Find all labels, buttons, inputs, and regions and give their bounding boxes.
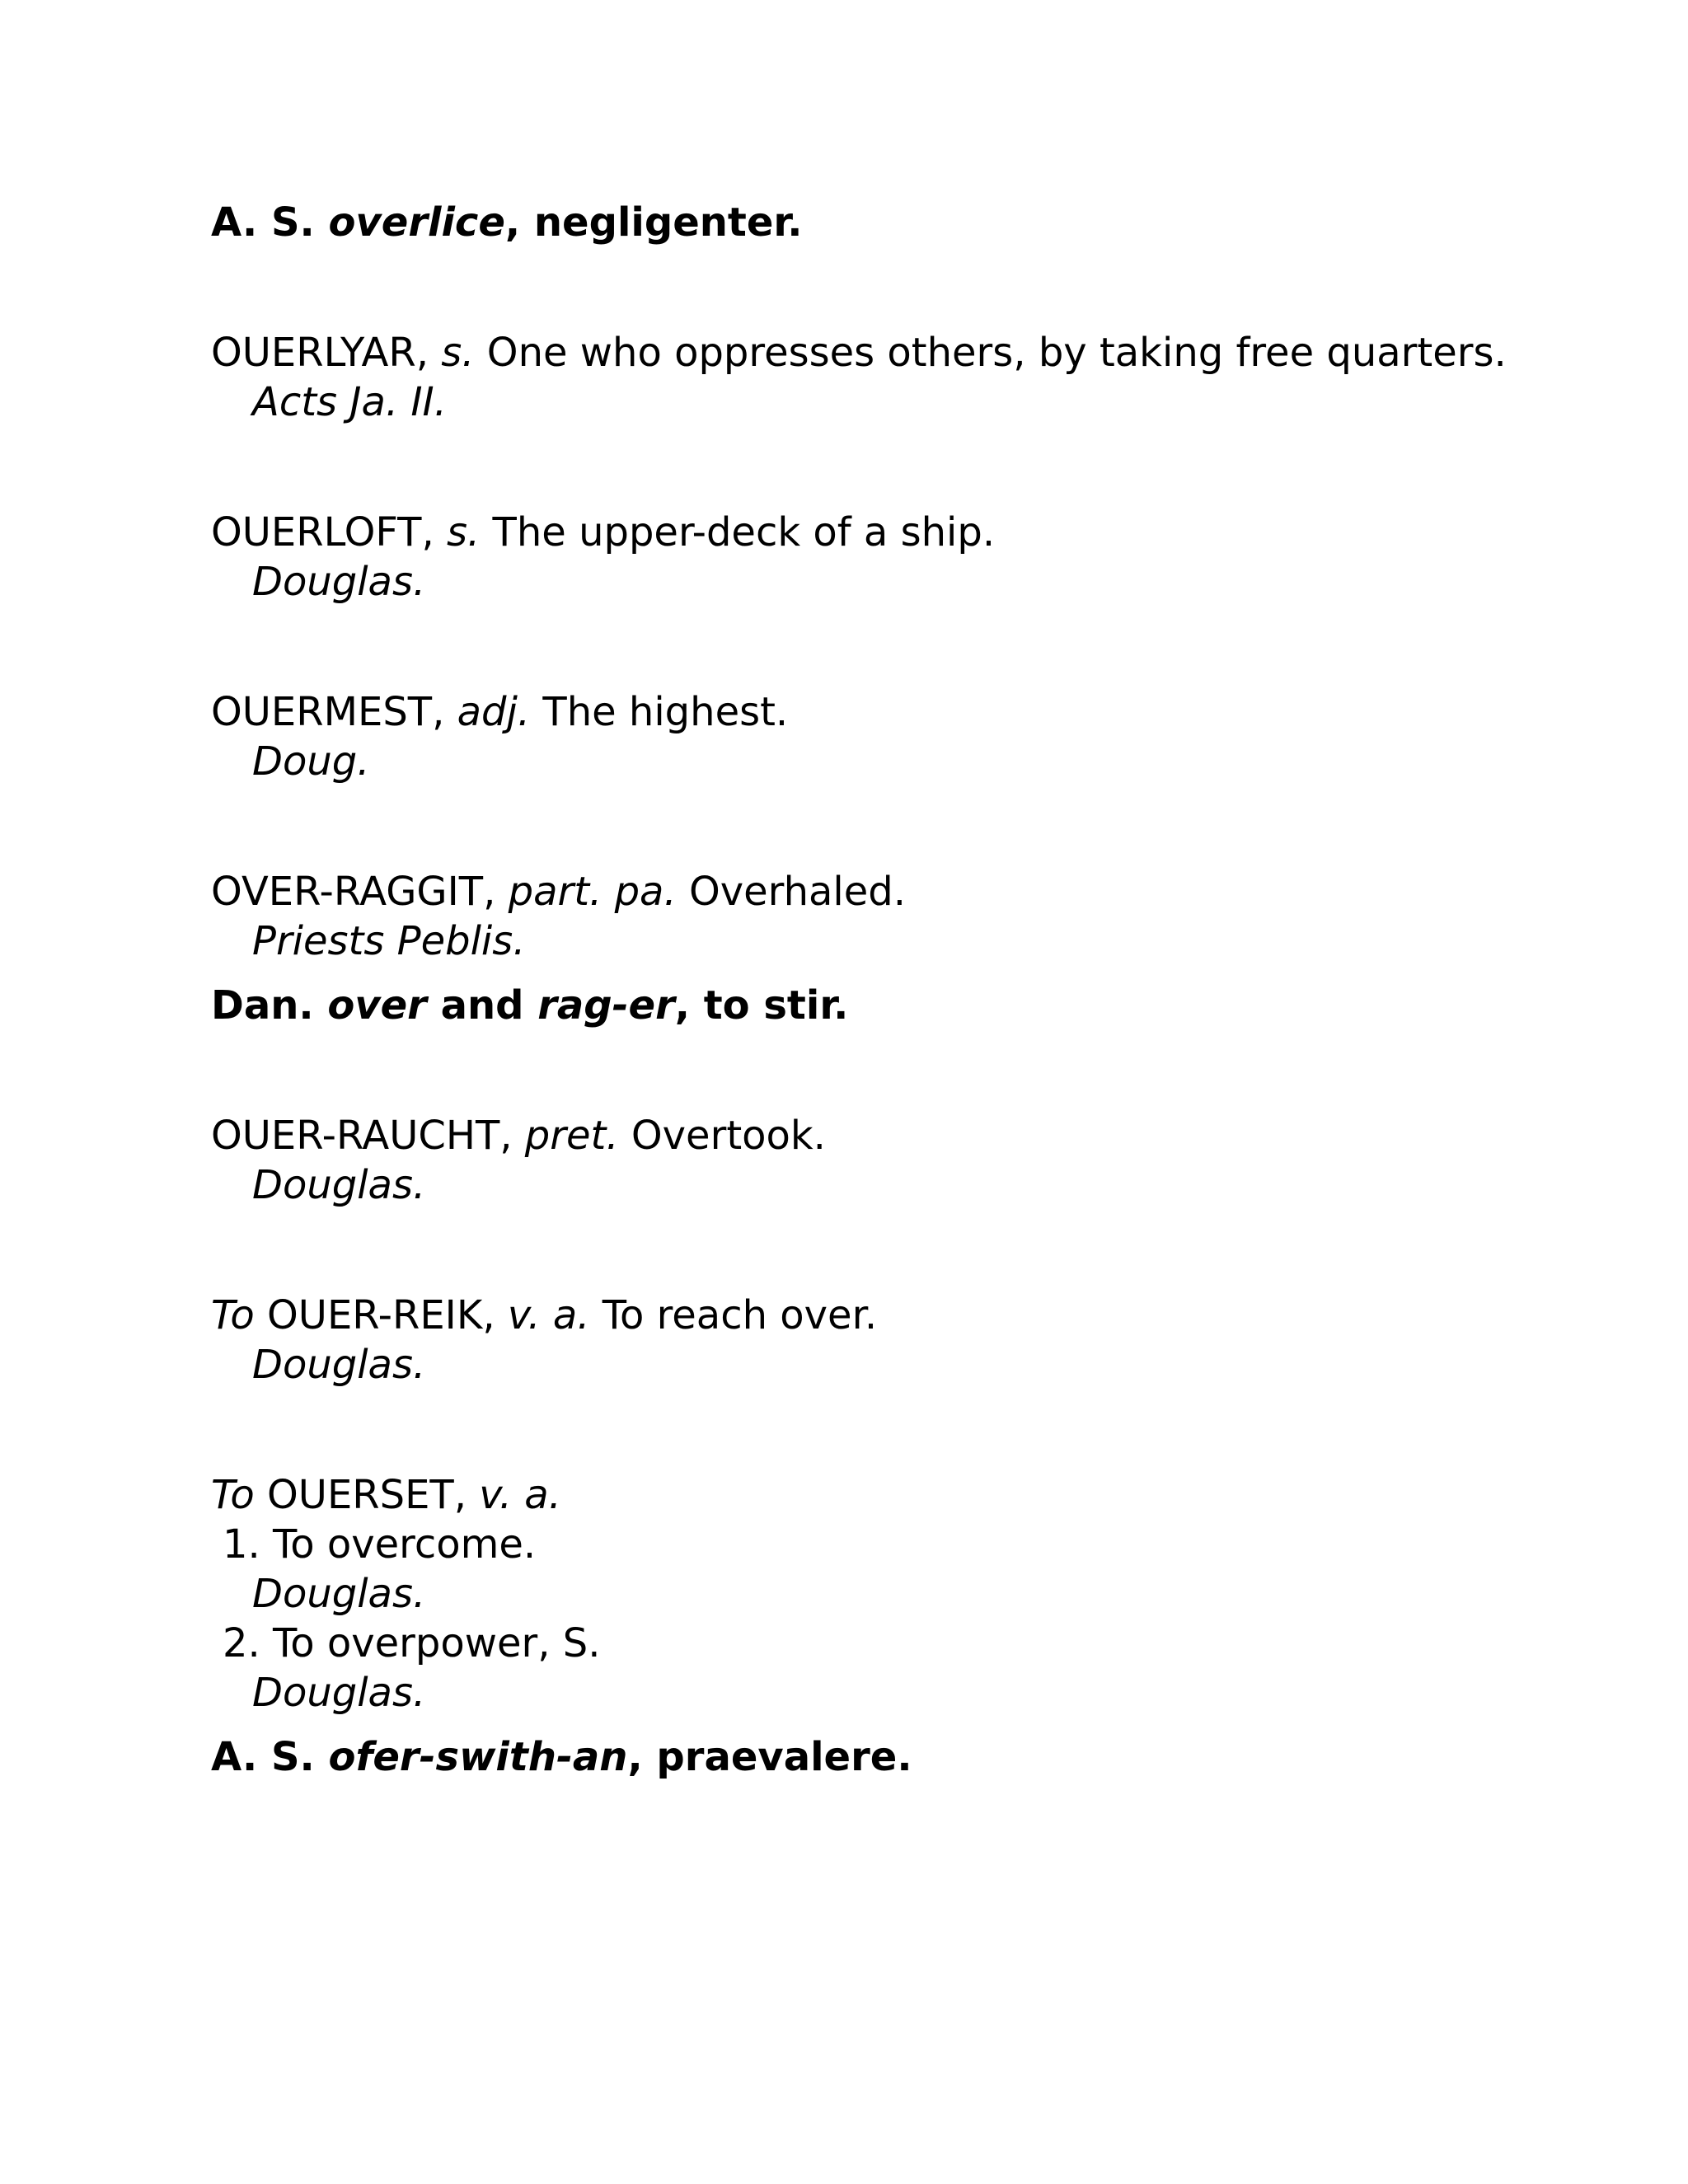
etymology-gloss: , praevalere. [627,1734,912,1780]
part-of-speech: part. pa. [508,869,677,915]
sense-1: 1. To overcome. [223,1521,537,1568]
etymology-line [211,198,803,247]
headword: OUER-RAUCHT [211,1113,500,1159]
source-citation: Douglas. [252,1162,426,1208]
source-citation: Acts Ja. II. [252,379,447,425]
entry-ouerloft: OUERLOFT, s. The upper-deck of a ship. [211,509,996,555]
headword: OUERLYAR [211,330,416,376]
headword: OUER-REIK [254,1292,483,1338]
source-citation: Douglas. [252,1670,426,1716]
sense-2: 2. To overpower, S. [223,1620,601,1666]
etymology-prefix: Dan. [211,982,328,1029]
entry-ouermest: OUERMEST, adj. The highest. [211,689,789,735]
entry-ouer-raucht: OUER-RAUCHT, pret. Overtook. [211,1113,826,1159]
headword: OUERLOFT [211,509,422,555]
source-citation: Douglas. [252,559,426,605]
definition: One who oppresses others, by taking free quarters. [474,330,1507,376]
headword: OVER-RAGGIT [211,869,484,915]
headword: OUERSET [254,1472,454,1518]
entry-ouerset: To OUERSET, v. a. [211,1472,561,1518]
entry-ouer-reik: To OUER-REIK, v. a. To reach over. [211,1292,878,1338]
etymology-line [211,1732,912,1782]
definition: Overhaled. [676,869,906,915]
source-citation: Doug. [252,738,370,785]
source-citation: Douglas. [252,1342,426,1388]
part-of-speech: adj. [457,689,531,735]
definition: The highest. [530,689,789,735]
etymology-word: rag-er [537,982,675,1029]
verb-marker: To [211,1292,255,1338]
etymology-line [211,981,848,1030]
source-citation: Priests Peblis. [252,918,526,964]
part-of-speech: pret. [524,1113,619,1159]
etymology-word: ofer-swith-an [328,1734,628,1780]
definition: Overtook. [618,1113,826,1159]
etymology-word: overlice [328,199,505,246]
part-of-speech: v. a. [479,1472,561,1518]
etymology-gloss: , negligenter. [504,199,803,246]
entry-over-raggit: OVER-RAGGIT, part. pa. Overhaled. [211,869,906,915]
etymology-prefix: A. S. [211,199,329,246]
source-citation: Douglas. [252,1571,426,1617]
part-of-speech: v. a. [507,1292,590,1338]
definition: The upper-deck of a ship. [480,509,996,555]
etymology-prefix: A. S. [211,1734,329,1780]
entry-ouerlyar: OUERLYAR, s. One who oppresses others, by taking free quarters. [211,330,1507,376]
etymology-gloss: , to stir. [674,982,849,1029]
etymology-conjunction: and [426,982,538,1029]
headword: OUERMEST [211,689,433,735]
part-of-speech: s. [447,509,481,555]
etymology-word: over [327,982,427,1029]
part-of-speech: s. [441,330,475,376]
definition: To reach over. [589,1292,878,1338]
verb-marker: To [211,1472,255,1518]
